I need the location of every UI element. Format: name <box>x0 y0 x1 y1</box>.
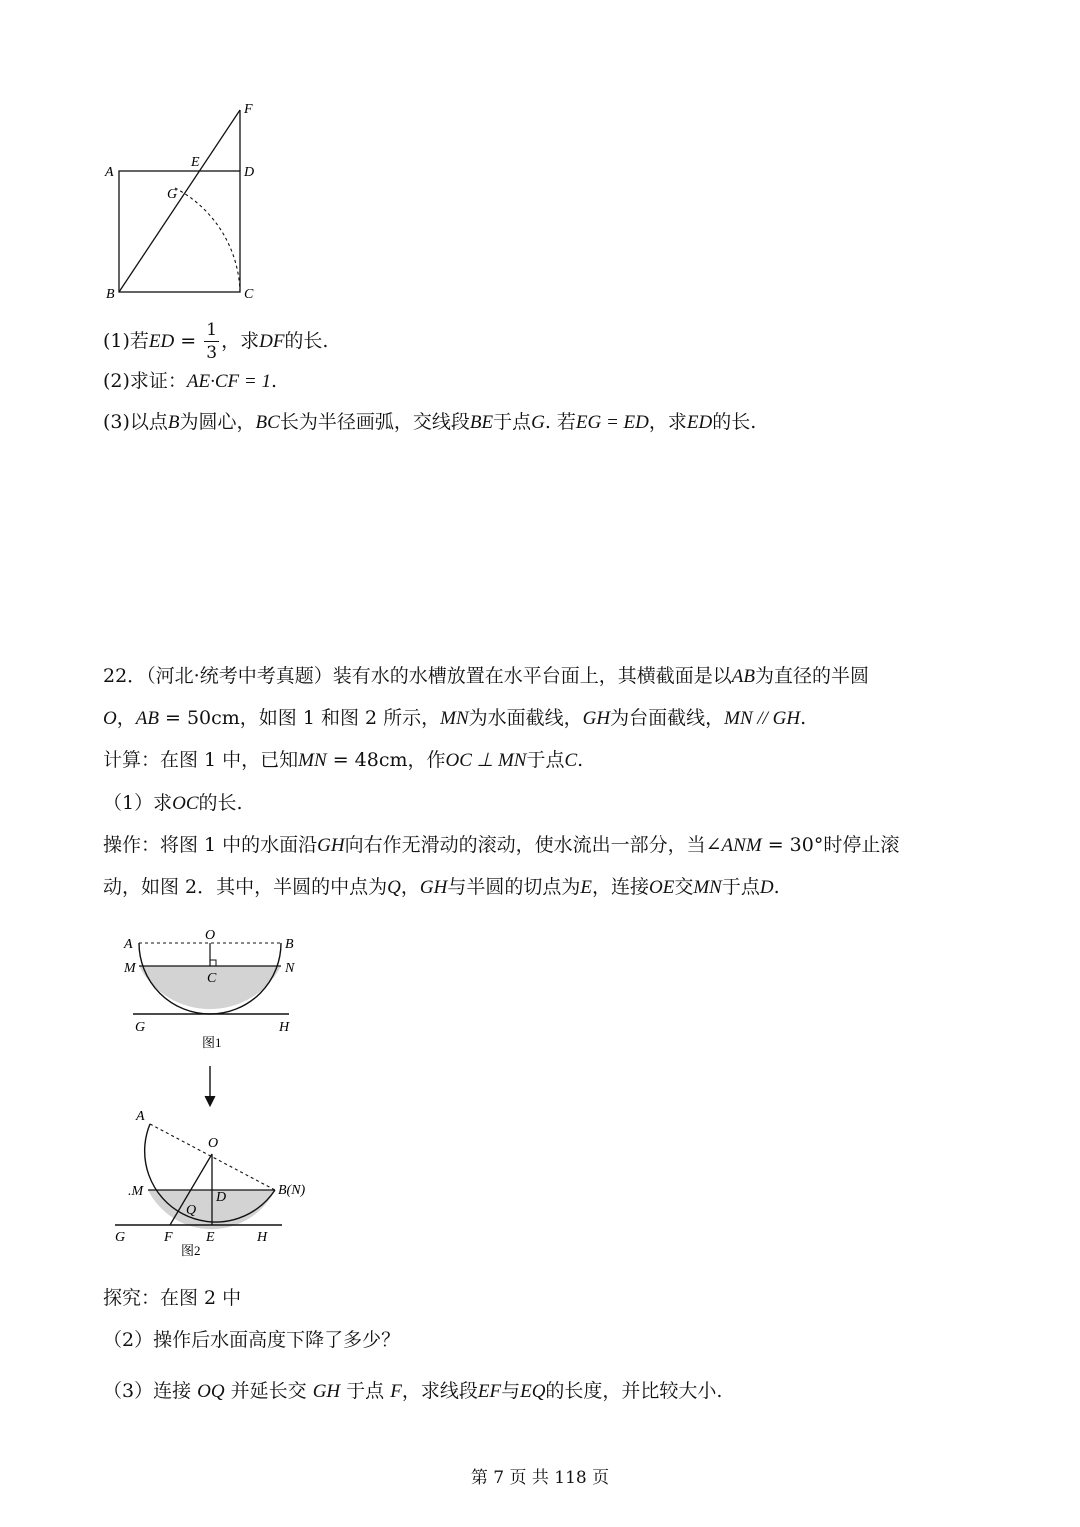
fig2-label-BN: B(N) <box>278 1183 306 1198</box>
fig1-caption: 图1 <box>202 1035 222 1050</box>
fig2-label-E: E <box>206 1230 215 1245</box>
fig2-label-F: F <box>164 1230 173 1245</box>
fig2-caption: 图2 <box>181 1243 201 1258</box>
fig2-label-H: H <box>257 1230 268 1245</box>
q21-part3: (3)以点B为圆心，BC长为半径画弧，交线段BE于点G. 若EG = ED，求ED的长. <box>103 411 757 433</box>
figure-2 <box>105 1100 320 1265</box>
q22-line8: （2）操作后水面高度下降了多少？ <box>103 1329 401 1351</box>
label-C: C <box>244 287 254 302</box>
fig1-label-H: H <box>279 1020 290 1035</box>
label-G: G <box>167 187 178 202</box>
fig2-label-A: A <box>136 1109 145 1124</box>
label-A: A <box>105 165 114 180</box>
fig1-label-A: A <box>124 937 133 952</box>
fig2-label-D: D <box>216 1190 227 1205</box>
fig1-label-B: B <box>285 937 294 952</box>
fig1-label-N: N <box>285 961 295 976</box>
label-B: B <box>106 287 115 302</box>
fig1-label-G: G <box>135 1020 146 1035</box>
q22-line1: 22．（河北·统考中考真题）装有水的水槽放置在水平台面上，其横截面是以AB为直径的半圆 <box>103 665 869 687</box>
label-F: F <box>244 102 253 117</box>
page-footer: 第 7 页 共 118 页 <box>470 1468 610 1488</box>
fig2-label-O: O <box>208 1136 219 1151</box>
fig1-label-M: M <box>124 961 136 976</box>
q21-part2: (2)求证：AE·CF = 1. <box>103 370 278 392</box>
fig1-label-C: C <box>207 971 217 986</box>
q22-line3: 计算：在图 1 中，已知MN = 48cm，作OC ⊥ MN于点C. <box>103 749 584 771</box>
q22-line5: 操作：将图 1 中的水面沿GH向右作无滑动的滚动，使水流出一部分，当∠ANM = 30°时停止滚 <box>103 834 900 856</box>
label-D: D <box>244 165 255 180</box>
q21-part1: (1)若ED = $\frac{1}{3}$ ，求DF的长. <box>103 320 329 363</box>
fig1-label-O: O <box>205 928 216 943</box>
figure-1 <box>115 925 315 1055</box>
q22-line6: 动，如图 2．其中，半圆的中点为Q，GH与半圆的切点为E，连接OE交MN于点D. <box>103 876 780 898</box>
fig2-label-M: .M <box>128 1184 144 1199</box>
q22-line9: （3）连接 OQ 并延长交 GH 于点 F，求线段EF与EQ的长度，并比较大小. <box>103 1380 723 1402</box>
q22-line2: O，AB = 50cm，如图 1 和图 2 所示，MN为水面截线，GH为台面截线，MN // GH. <box>103 707 807 729</box>
fig2-label-Q: Q <box>186 1203 197 1218</box>
fig2-label-G: G <box>115 1230 126 1245</box>
fraction-one-third: $\frac{1}{3}$ <box>206 320 218 363</box>
q22-line4: （1）求OC的长. <box>103 792 243 814</box>
square-figure <box>95 95 275 310</box>
q22-line7: 探究：在图 2 中 <box>103 1287 242 1309</box>
label-E: E <box>191 155 200 170</box>
